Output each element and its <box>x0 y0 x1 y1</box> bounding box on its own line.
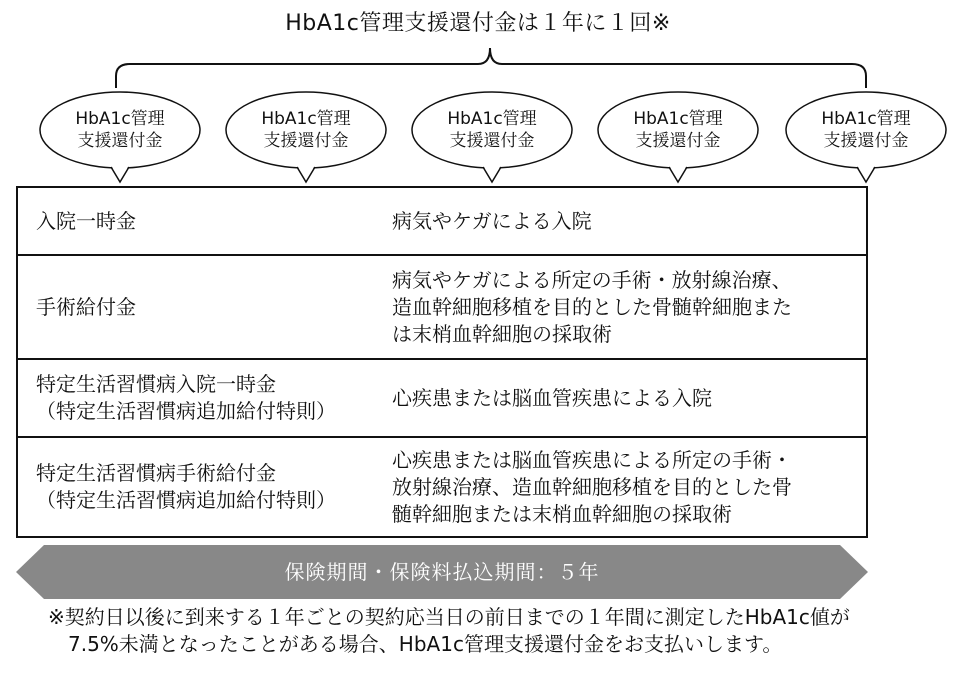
page-title: HbA1c管理支援還付金は１年に１回※ <box>285 11 671 36</box>
benefits-table <box>16 186 868 538</box>
benefit-description <box>374 255 867 359</box>
benefit-name <box>17 187 374 255</box>
benefit-description-line: 造血幹細胞移植を目的とした骨髄幹細胞また <box>392 294 792 319</box>
benefit-description <box>374 359 867 437</box>
benefit-name-line: 特定生活習慣病入院一時金 <box>36 372 276 396</box>
benefit-description-line: 心疾患または脳血管疾患による所定の手術・ <box>392 447 792 472</box>
benefit-name-line: 手術給付金 <box>36 294 136 319</box>
bubble-tail-fill <box>111 165 129 182</box>
benefit-description <box>374 187 867 255</box>
benefit-row <box>17 359 867 437</box>
bubble-line-1: HbA1c管理 <box>821 109 911 129</box>
benefit-description-line: 放射線治療、造血幹細胞移植を目的とした骨 <box>392 474 792 499</box>
benefit-description-line: 病気やケガによる入院 <box>392 208 592 233</box>
bubble-line-1: HbA1c管理 <box>447 109 537 129</box>
bubble-tail-fill <box>483 165 501 182</box>
benefit-name-line: （特定生活習慣病追加給付特則） <box>36 399 336 423</box>
bubble-line-2: 支援還付金 <box>77 131 163 151</box>
benefit-row <box>17 187 867 255</box>
bubble-label <box>791 108 941 152</box>
benefit-description <box>374 437 867 537</box>
benefit-row <box>17 437 867 537</box>
benefit-name-line: 特定生活習慣病手術給付金 <box>36 461 276 485</box>
benefit-name <box>17 437 374 537</box>
benefit-description-line: は末梢血幹細胞の採取術 <box>392 321 612 346</box>
bubble-tail-fill <box>857 165 875 182</box>
footnote: ※契約日以後に到来する１年ごとの契約応当日の前日までの１年間に測定したHbA1c値が7.5%未満となったことがある場合、HbA1c管理支援還付金をお支払いします。 <box>48 605 850 656</box>
bubble-line-2: 支援還付金 <box>449 131 535 151</box>
bubble-label <box>603 108 753 152</box>
benefit-description-line: 病気やケガによる所定の手術・放射線治療、 <box>392 267 792 292</box>
bubble-label <box>231 108 381 152</box>
bubble-line-2: 支援還付金 <box>263 131 349 151</box>
annual-brace <box>116 48 866 88</box>
benefit-name <box>17 255 374 359</box>
bubble-line-1: HbA1c管理 <box>633 109 723 129</box>
bubble-line-1: HbA1c管理 <box>75 109 165 129</box>
bubble-tail-fill <box>669 165 687 182</box>
benefit-name-line: （特定生活習慣病追加給付特則） <box>36 488 336 512</box>
bubble-label <box>417 108 567 152</box>
benefit-name-line: 入院一時金 <box>36 208 136 233</box>
bubble-line-2: 支援還付金 <box>635 131 721 151</box>
benefit-name <box>17 359 374 437</box>
bubble-line-1: HbA1c管理 <box>261 109 351 129</box>
bubble-label <box>45 108 195 152</box>
bubble-tail-fill <box>297 165 315 182</box>
period-label: 保険期間・保険料払込期間：５年 <box>284 560 600 584</box>
benefit-description-line: 髄幹細胞または末梢血幹細胞の採取術 <box>392 501 732 526</box>
benefit-description-line: 心疾患または脳血管疾患による入院 <box>392 385 712 410</box>
bubble-line-2: 支援還付金 <box>823 131 909 151</box>
benefit-row <box>17 255 867 359</box>
